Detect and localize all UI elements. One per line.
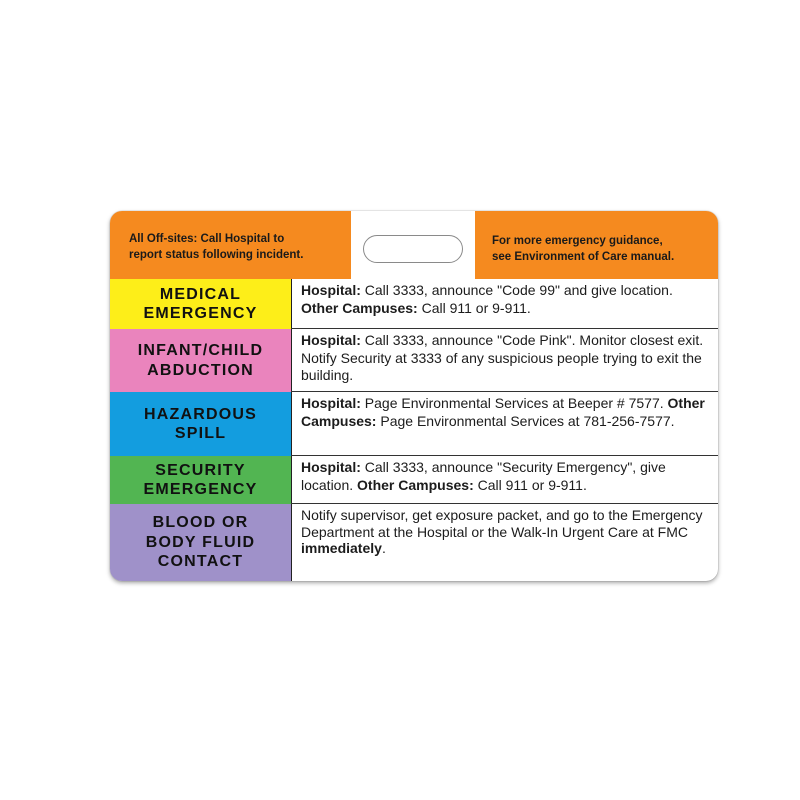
desc-text: Notify supervisor, get exposure packet, and go to the Emergency Department at the Hospital or the Walk-In Urgent Care at FMC	[301, 507, 703, 540]
desc-bold: Hospital:	[301, 332, 361, 348]
label-line: ABDUCTION	[147, 361, 254, 379]
desc-security-emergency	[291, 456, 718, 504]
desc-text: Call 3333, announce "Code 99" and give location.	[360, 282, 673, 298]
desc-text: Page Environmental Services at 781-256-7577.	[376, 412, 675, 429]
desc-bold: Other Campuses:	[357, 476, 474, 493]
header-guidance-line2: see Environment of Care manual.	[492, 251, 675, 263]
desc-text: .	[381, 540, 386, 556]
label-line: EMERGENCY	[143, 305, 258, 322]
label-line: SPILL	[174, 425, 227, 442]
label-line: SECURITY	[155, 461, 246, 479]
lanyard-slot-area	[351, 211, 475, 279]
desc-medical-emergency	[291, 279, 718, 329]
label-line: INFANT/CHILD	[137, 342, 264, 359]
row-medical-emergency	[110, 279, 718, 329]
desc-text: Call 911 or 9-911.	[473, 476, 587, 493]
header-offsite-line2: report status following incident.	[129, 249, 304, 261]
label-line: CONTACT	[157, 553, 244, 571]
desc-text: Page Environmental Services at Beeper # 7577.	[360, 395, 668, 411]
label-infant-abduction	[110, 329, 291, 392]
row-blood-fluid-contact	[110, 504, 718, 581]
header-guidance-line1: For more emergency guidance,	[492, 235, 663, 247]
label-line: MEDICAL	[159, 285, 242, 303]
emergency-badge-card	[110, 211, 718, 581]
label-line: HAZARDOUS	[143, 405, 258, 423]
desc-bold: Other Campuses:	[301, 395, 705, 429]
desc-bold: Hospital:	[301, 282, 361, 298]
row-security-emergency	[110, 456, 718, 504]
label-line: BODY FLUID	[145, 533, 256, 551]
desc-bold: Hospital:	[301, 395, 361, 411]
label-hazardous-spill	[110, 392, 291, 456]
label-blood-fluid-contact	[110, 504, 291, 581]
desc-bold: immediately	[301, 540, 382, 556]
label-medical-emergency	[110, 279, 291, 329]
lanyard-slot-icon	[363, 235, 463, 263]
label-line: EMERGENCY	[143, 481, 258, 498]
desc-blood-fluid-contact	[291, 504, 718, 581]
label-line: BLOOD OR	[152, 514, 249, 532]
desc-infant-abduction	[291, 329, 718, 392]
header-offsite-notice	[110, 211, 351, 279]
row-infant-abduction	[110, 329, 718, 392]
desc-text: Call 911 or 9-911.	[417, 299, 531, 316]
label-security-emergency	[110, 456, 291, 504]
desc-hazardous-spill	[291, 392, 718, 456]
desc-bold: Other Campuses:	[301, 299, 418, 316]
header-guidance-notice	[475, 211, 718, 279]
desc-text: Call 3333, announce "Code Pink". Monitor closest exit. Notify Security at 3333 of any suspicious people trying to exit the building.	[301, 332, 704, 383]
row-hazardous-spill	[110, 392, 718, 456]
desc-text: Call 3333, announce "Security Emergency", give location.	[301, 459, 666, 493]
desc-bold: Hospital:	[301, 459, 361, 475]
header-offsite-line1: All Off-sites: Call Hospital to	[129, 233, 285, 245]
